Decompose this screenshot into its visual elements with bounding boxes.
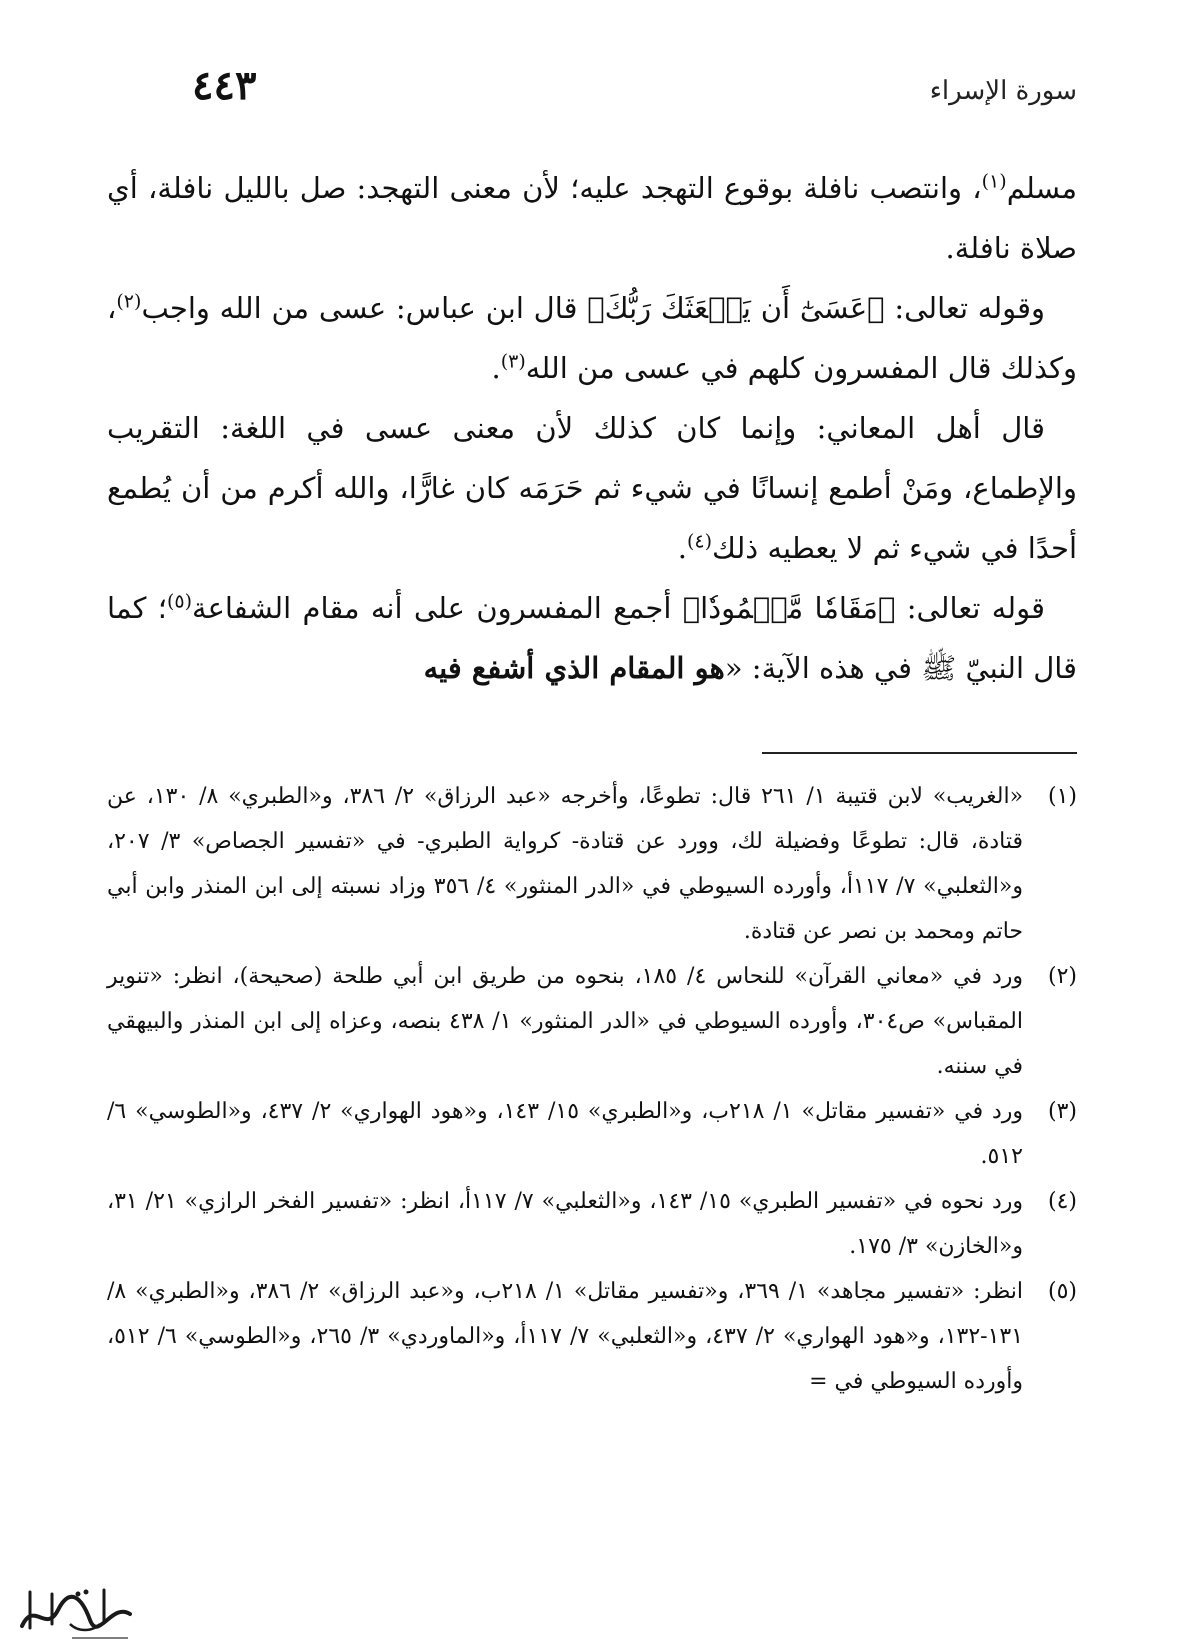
footnote-2 xyxy=(107,954,1077,1089)
footnote-separator xyxy=(762,752,1077,754)
page-number: ٤٤٣ xyxy=(192,62,257,109)
paragraph-2: وقوله تعالى: ﴿عَسَىٰٓ أَن يَبۡعَثَكَ رَبُّكَ﴾ قال ابن عباس: عسى من الله واجب$^{(٢)}$، وكذلك قال المفسرون كلهم في عسى من الله$^{(٣)}$. xyxy=(107,290,1077,385)
hadith-quote: هو المقام الذي أشفع فيه xyxy=(423,651,725,685)
footnote-ref-3[interactable]: (٣) xyxy=(500,350,526,373)
footnote-number: (٢) xyxy=(1047,964,1077,989)
page-header xyxy=(108,62,1077,122)
paragraph-3: قال أهل المعاني: وإنما كان كذلك لأن معنى عسى في اللغة: التقريب والإطماع، ومَنْ أطمع إنسانًا في شيء ثم حَرَمَه كان غارًّا، والله أكرم من أن يُطمع أحدًا في شيء ثم لا يعطيه ذلك$^{(٤)}$. xyxy=(107,411,1077,565)
quran-verse-1: ﴿عَسَىٰٓ أَن يَبۡعَثَكَ رَبُّكَ﴾ xyxy=(587,291,885,325)
publisher-logo xyxy=(12,1580,142,1644)
footnote-1 xyxy=(107,774,1077,954)
quran-verse-2: ﴿مَقَامٗا مَّحۡمُودٗا﴾ xyxy=(682,591,896,625)
footnote-text: «الغريب» لابن قتيبة ١/ ٢٦١ قال: تطوعًا، وأخرجه «عبد الرزاق» ٢/ ٣٨٦، و«الطبري» ٨/ ١٣٠، عن قتادة، قال: تطوعًا وفضيلة لك، وورد عن قتادة- كرواية الطبري- في «تفسير الجصاص» ٣/ ٢٠٧، و«الثعلبي» ٧/ ١١٧أ، وأورده السيوطي في «الدر المنثور» ٤/ ٣٥٦ وزاد نسبته إلى ابن المنذر وابن أبي حاتم ومحمد بن نصر عن قتادة. xyxy=(107,784,1024,944)
paragraph-4: قوله تعالى: ﴿مَقَامٗا مَّحۡمُودٗا﴾ أجمع المفسرون على أنه مقام الشفاعة$^{(٥)}$؛ كما قال النبيّ ﷺ في هذه الآية: «هو المقام الذي أشفع فيه xyxy=(107,590,1077,685)
footnote-ref-5[interactable]: (٥) xyxy=(166,590,193,613)
footnote-ref-2[interactable]: (٢) xyxy=(116,290,142,313)
footnote-ref-1[interactable]: (١) xyxy=(981,170,1007,193)
main-text xyxy=(107,158,1077,698)
footnote-5 xyxy=(107,1269,1077,1404)
footnote-number: (٥) xyxy=(1047,1279,1077,1304)
footnote-number: (٤) xyxy=(1047,1189,1077,1214)
footnote-ref-4[interactable]: (٤) xyxy=(686,530,713,553)
footnote-3 xyxy=(107,1089,1077,1179)
paragraph-1: مسلم$^{(١)}$، وانتصب نافلة بوقوع التهجد عليه؛ لأن معنى التهجد: صل بالليل نافلة، أي صلاة نافلة. xyxy=(107,170,1077,265)
footnote-text: ورد في «معاني القرآن» للنحاس ٤/ ١٨٥، بنحوه من طريق ابن أبي طلحة (صحيحة)، انظر: «تنوير المقباس» ص٣٠٤، وأورده السيوطي في «الدر المنثور» ١/ ٤٣٨ بنصه، وعزاه إلى ابن المنذر والبيهقي في سننه. xyxy=(107,964,1023,1079)
calligraphy-logo-icon xyxy=(12,1580,142,1644)
footnote-number: (٣) xyxy=(1047,1099,1077,1124)
footnote-text: ورد نحوه في «تفسير الطبري» ١٥/ ١٤٣، و«الثعلبي» ٧/ ١١٧أ، انظر: «تفسير الفخر الرازي» ٢١/ ٣١، و«الخازن» ٣/ ١٧٥. xyxy=(107,1189,1024,1259)
footnote-text: ورد في «تفسير مقاتل» ١/ ٢١٨ب، و«الطبري» ١٥/ ١٤٣، و«هود الهواري» ٢/ ٤٣٧، و«الطوسي» ٦/ ٥١٢. xyxy=(107,1099,1024,1169)
footnote-4 xyxy=(107,1179,1077,1269)
surah-title: سورة الإسراء xyxy=(929,76,1077,106)
footnote-number: (١) xyxy=(1047,784,1077,809)
footnotes xyxy=(107,774,1077,1404)
footnote-text: انظر: «تفسير مجاهد» ١/ ٣٦٩، و«تفسير مقاتل» ١/ ٢١٨ب، و«عبد الرزاق» ٢/ ٣٨٦، و«الطبري» ٨/ ١٣١-١٣٢، و«هود الهواري» ٢/ ٤٣٧، و«الثعلبي» ٧/ ١١٧أ، و«الماوردي» ٣/ ٢٦٥، و«الطوسي» ٦/ ٥١٢، وأورده السيوطي في = xyxy=(107,1279,1024,1394)
